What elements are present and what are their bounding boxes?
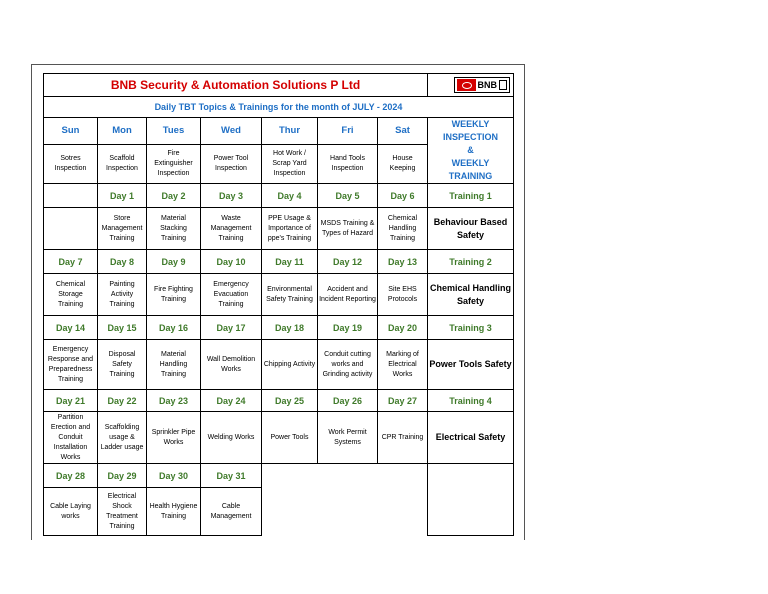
day-cell: Day 16: [147, 316, 201, 340]
topic-cell: Emergency Response and Preparedness Training: [44, 340, 98, 390]
inspection-thur: Hot Work / Scrap Yard Inspection: [262, 144, 318, 183]
training-label: Training 3: [428, 316, 514, 340]
training-topic: Electrical Safety: [428, 412, 514, 464]
day-cell: Day 12: [318, 250, 378, 274]
weekly-header-line: &: [467, 145, 474, 155]
topic-cell: Electrical Shock Treatment Training: [98, 488, 147, 536]
inspection-mon: Scaffold Inspection: [98, 144, 147, 183]
topic-cell: Material Handling Training: [147, 340, 201, 390]
topic-cell: Site EHS Protocols: [378, 274, 428, 316]
topic-cell: Store Management Training: [98, 208, 147, 250]
day-cell: [44, 184, 98, 208]
day-cell: Day 18: [262, 316, 318, 340]
logo-cell: [428, 74, 514, 97]
day-cell: Day 2: [147, 184, 201, 208]
topic-cell: CPR Training: [378, 412, 428, 464]
inspection-tues: Fire Extinguisher Inspection: [147, 144, 201, 183]
logo-eye-icon: [457, 79, 476, 91]
topic-cell: Marking of Electrical Works: [378, 340, 428, 390]
topic-cell: Chemical Handling Training: [378, 208, 428, 250]
topic-cell: Painting Activity Training: [98, 274, 147, 316]
weekly-header-line: INSPECTION: [443, 132, 499, 142]
topic-cell: Welding Works: [201, 412, 262, 464]
topic-cell: Accident and Incident Reporting: [318, 274, 378, 316]
day-cell: Day 3: [201, 184, 262, 208]
training-label: Training 1: [428, 184, 514, 208]
header-sun: Sun: [44, 118, 98, 145]
topic-cell: Waste Management Training: [201, 208, 262, 250]
header-mon: Mon: [98, 118, 147, 145]
header-wed: Wed: [201, 118, 262, 145]
day-cell: Day 5: [318, 184, 378, 208]
inspection-sun: Sotres Inspection: [44, 144, 98, 183]
day-cell: Day 25: [262, 390, 318, 412]
day-cell: Day 14: [44, 316, 98, 340]
day-cell: Day 29: [98, 464, 147, 488]
topic-cell: Chipping Activity: [262, 340, 318, 390]
header-tues: Tues: [147, 118, 201, 145]
month-subtitle: Daily TBT Topics & Trainings for the month of JULY - 2024: [44, 97, 514, 118]
day-cell: Day 20: [378, 316, 428, 340]
day-cell: Day 4: [262, 184, 318, 208]
topic-cell: MSDS Training & Types of Hazard: [318, 208, 378, 250]
topic-cell: Material Stacking Training: [147, 208, 201, 250]
day-cell: Day 24: [201, 390, 262, 412]
company-title: BNB Security & Automation Solutions P Ltd: [44, 74, 428, 97]
weekly-header: [428, 118, 514, 184]
header-sat: Sat: [378, 118, 428, 145]
training-topic: Power Tools Safety: [428, 340, 514, 390]
header-thur: Thur: [262, 118, 318, 145]
empty-weekly-cell: [428, 464, 514, 536]
empty-area: [262, 464, 428, 536]
day-cell: Day 13: [378, 250, 428, 274]
day-cell: Day 17: [201, 316, 262, 340]
day-cell: Day 15: [98, 316, 147, 340]
day-cell: Day 10: [201, 250, 262, 274]
topic-cell: Sprinkler Pipe Works: [147, 412, 201, 464]
inspection-fri: Hand Tools Inspection: [318, 144, 378, 183]
day-cell: Day 6: [378, 184, 428, 208]
inspection-sat: House Keeping: [378, 144, 428, 183]
training-label: Training 2: [428, 250, 514, 274]
topic-cell: [44, 208, 98, 250]
day-cell: Day 1: [98, 184, 147, 208]
day-cell: Day 30: [147, 464, 201, 488]
logo-text: BNB: [477, 80, 498, 90]
topic-cell: Power Tools: [262, 412, 318, 464]
topic-cell: Cable Management: [201, 488, 262, 536]
header-fri: Fri: [318, 118, 378, 145]
day-cell: Day 22: [98, 390, 147, 412]
topic-cell: Wall Demolition Works: [201, 340, 262, 390]
topic-cell: Cable Laying works: [44, 488, 98, 536]
topic-cell: Scaffolding usage & Ladder usage: [98, 412, 147, 464]
day-cell: Day 9: [147, 250, 201, 274]
topic-cell: Partition Erection and Conduit Installation Works: [44, 412, 98, 464]
day-cell: Day 8: [98, 250, 147, 274]
topic-cell: Work Permit Systems: [318, 412, 378, 464]
day-cell: Day 7: [44, 250, 98, 274]
topic-cell: Fire Fighting Training: [147, 274, 201, 316]
training-topic: Behaviour Based Safety: [428, 208, 514, 250]
day-cell: Day 31: [201, 464, 262, 488]
topic-cell: Conduit cutting works and Grinding activity: [318, 340, 378, 390]
topic-cell: Disposal Safety Training: [98, 340, 147, 390]
day-cell: Day 23: [147, 390, 201, 412]
training-topic: Chemical Handling Safety: [428, 274, 514, 316]
day-cell: Day 11: [262, 250, 318, 274]
topic-cell: PPE Usage & Importance of ppe's Training: [262, 208, 318, 250]
topic-cell: Health Hygiene Training: [147, 488, 201, 536]
inspection-wed: Power Tool Inspection: [201, 144, 262, 183]
logo-bar-icon: [499, 80, 507, 90]
day-cell: Day 21: [44, 390, 98, 412]
topic-cell: Emergency Evacuation Training: [201, 274, 262, 316]
day-cell: Day 27: [378, 390, 428, 412]
company-logo: [454, 77, 511, 93]
topic-cell: Chemical Storage Training: [44, 274, 98, 316]
day-cell: Day 19: [318, 316, 378, 340]
training-label: Training 4: [428, 390, 514, 412]
weekly-header-line: WEEKLY: [451, 119, 490, 129]
day-cell: Day 28: [44, 464, 98, 488]
tbt-calendar-table: [43, 73, 514, 536]
topic-cell: Environmental Safety Training: [262, 274, 318, 316]
day-cell: Day 26: [318, 390, 378, 412]
weekly-header-line: WEEKLY TRAINING: [448, 158, 493, 181]
